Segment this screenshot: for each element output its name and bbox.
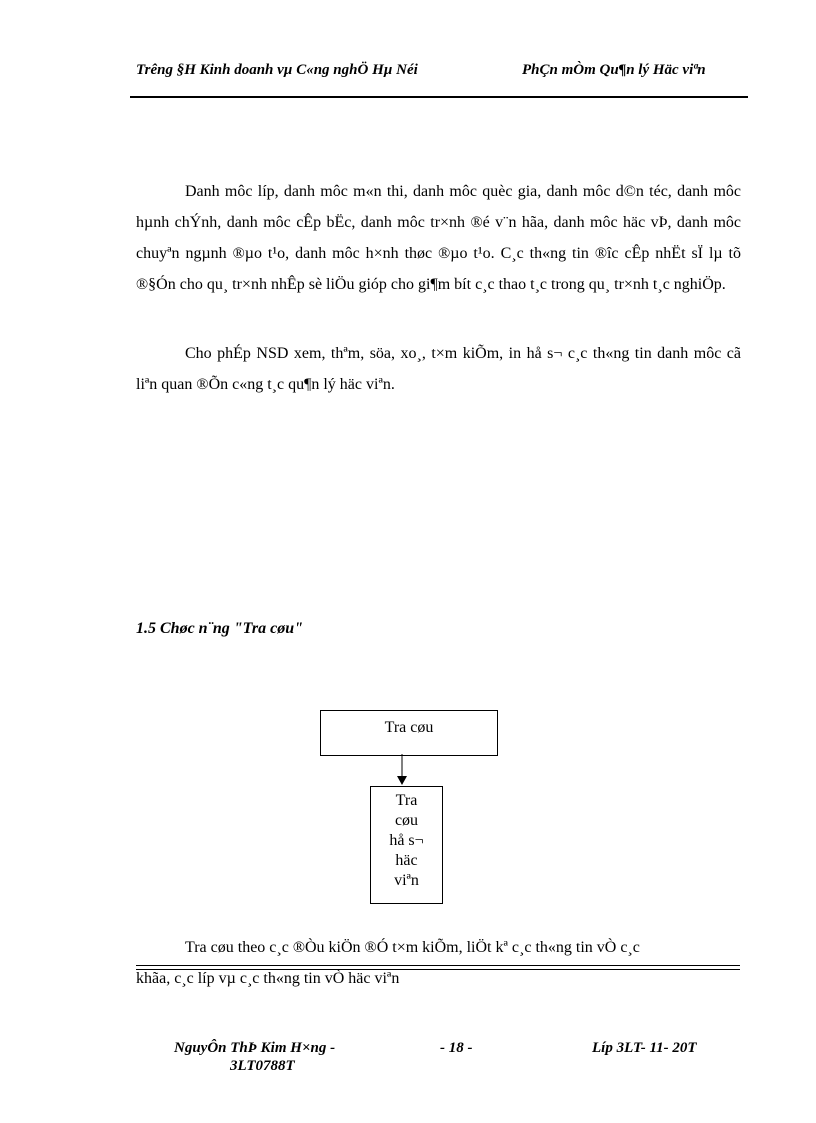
header-divider xyxy=(130,96,748,98)
paragraph-lookup-line2: khãa, c¸c líp vµ c¸c th«ng tin vÒ häc viªn xyxy=(136,970,400,987)
header-school-name: Trêng §H Kinh doanh vµ C«ng nghÖ Hµ Néi xyxy=(136,62,418,78)
paragraph-lookup-line1: Tra cøu theo c¸c ®Òu kiÖn ®Ó t×m kiÕm, liÖt kª c¸c th«ng tin vÒ c¸c xyxy=(185,939,640,956)
footer-page-number: - 18 - xyxy=(440,1040,473,1056)
diagram-box-line: viªn xyxy=(394,872,419,889)
footer-class: Líp 3LT- 11- 20T xyxy=(592,1040,697,1056)
diagram-box-lookup: Tra cøu xyxy=(320,710,498,756)
footer-author: NguyÔn ThÞ Kim H×ng - xyxy=(174,1040,336,1056)
diagram-arrow xyxy=(392,754,412,786)
paragraph-catalogs: Danh môc líp, danh môc m«n thi, danh môc quèc gia, danh môc d©n téc, danh môc hµnh chÝnh, danh môc cÊp bËc, danh môc tr×nh ®é v¨n hãa, danh môc häc vÞ, danh môc chuyªn ngµnh ®µo t¹o, danh môc h×nh thøc ®µo t¹o. C¸c th«ng tin ®îc cÊp nhËt sÏ lµ tõ ®§Ón cho qu¸ tr×nh nhÊp sè liÖu gióp cho gi¶m bít c¸c thao t¸c trong qu¸ tr×nh t¸c nghiÖp. xyxy=(136,183,741,293)
diagram-box-line: cøu xyxy=(394,812,419,829)
header-document-title: PhÇn mÒm Qu¶n lý Häc viªn xyxy=(522,62,706,78)
diagram-box-student-records xyxy=(370,786,443,904)
diagram-box-line: hå s¬ xyxy=(389,832,424,849)
diagram-box-line: Tra xyxy=(395,792,418,809)
section-title: 1.5 Chøc n¨ng "Tra cøu" xyxy=(136,620,303,637)
footer-student-id: 3LT0788T xyxy=(230,1058,295,1074)
diagram-box-line: häc xyxy=(395,852,418,869)
paragraph-permissions: Cho phÉp NSD xem, thªm, söa, xo¸, t×m kiÕm, in hå s¬ c¸c th«ng tin danh môc cã liªn quan ®Õn c«ng t¸c qu¶n lý häc viªn. xyxy=(136,345,741,393)
